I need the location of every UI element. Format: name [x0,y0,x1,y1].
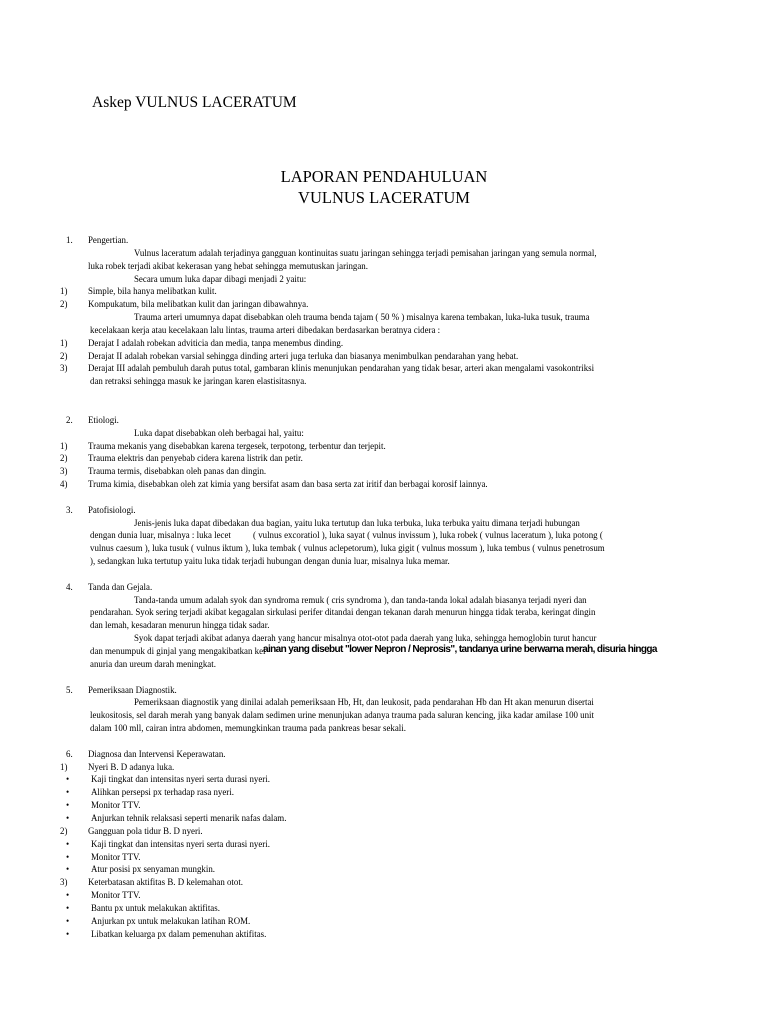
text: Kaji tingkat dan intensitas nyeri serta durasi nyeri. [91,774,270,785]
text: Nyeri B. D adanya luka. [88,761,175,772]
list-item [60,478,688,491]
item-number: 2) [60,825,68,836]
bullet-icon: • [66,864,70,875]
text: anuria dan ureum darah meningkat. [90,658,216,669]
item-number: 2) [60,453,68,464]
text: Monitor TTV. [91,851,141,862]
list-item [60,337,688,350]
bullet-item [66,786,688,799]
text: Alihkan persepsi px terhadap rasa nyeri. [91,787,234,798]
text: Kompukatum, bila melibatkan kulit dan jaringan dibawahnya. [88,299,309,310]
paragraph-line [66,273,688,286]
list-item [60,452,688,465]
spacer [66,671,688,684]
text: Tanda-tanda umum adalah syok dan syndroma remuk ( cris syndroma ), dan tanda-tanda lokal adalah biasanya terjadi nyeri dan [134,594,587,605]
list-item [60,440,688,453]
text: Keterbatasan aktifitas B. D kelemahan otot. [88,877,244,888]
text: dan menumpuk di ginjal yang mengakibatkan kel [90,646,266,656]
list-item [60,298,688,311]
heading-line-2: VULNUS LACERATUM [298,188,470,207]
text: kecelakaan kerja atau kecelakaan lalu lintas, trauma arteri dibedakan berdasarkan beratnya cidera : [90,324,441,335]
text: ), sedangkan luka tertutup yaitu luka tidak terjadi hubungan dengan dunia luar, misalnya luka memar. [90,556,450,567]
section-number: 1. [66,235,73,245]
bullet-item [66,812,688,825]
paragraph-line [66,606,688,619]
text: Bantu px untuk melakukan aktifitas. [91,902,220,913]
text: dengan dunia luar, misalnya : luka lecet ( vulnus excoratiol ), luka sayat ( vulnus invissum ), luka robek ( vulnus laceratum ), luka potong ( [90,530,603,541]
document-body [60,234,688,940]
text: Kaji tingkat dan intensitas nyeri serta durasi nyeri. [91,838,270,849]
section-title: Pengertian. [88,235,129,245]
bullet-item [66,799,688,812]
text: Libatkan keluarga px dalam pemenuhan aktifitas. [91,928,267,939]
list-item [60,465,688,478]
item-number: 3) [60,466,68,477]
item-number: 1) [60,440,68,451]
spacer [66,568,688,581]
section-4-heading [66,581,688,594]
spacer [66,491,688,504]
section-number: 3. [66,504,73,515]
text: dan lemah, kesadaran menurun hingga tidak sadar. [90,620,270,631]
text: Derajat III adalah pembuluh darah putus total, gambaran klinis menunjukan pendarahan yang tidak besar, arteri akan mengalami vasokontriksi [88,363,595,374]
section-number: 4. [66,581,73,592]
text: Simple, bila hanya melibatkan kulit. [88,286,217,297]
overlay-text: ainan yang disebut "lower Nepron / Neprosis", tandanya urine berwarna merah, disuria hingga [263,644,657,655]
bullet-item [66,838,688,851]
document-title: Askep VULNUS LACERATUM [92,94,297,111]
text: Trauma termis, disebabkan oleh panas dan dingin. [88,466,267,477]
text: Atur posisi px senyaman mungkin. [91,864,215,875]
paragraph-line [66,247,688,260]
paragraph-line [66,529,688,542]
text: Secara umum luka dapar dibagi menjadi 2 yaitu: [134,273,307,284]
paragraph-line [66,696,688,709]
item-number: 1) [60,337,68,348]
text: Monitor TTV. [91,800,141,811]
bullet-icon: • [66,915,70,926]
section-title: Patofisiologi. [88,504,136,515]
text: leukositosis, sel darah merah yang banyak dalam sedimen urine menunjukan adanya trauma pada saluran kencing, jika kadar amilase 100 unit [90,710,594,721]
diagnosis-item [60,876,688,889]
text: Gangguan pola tidur B. D nyeri. [88,825,203,836]
paragraph-line [66,658,688,671]
text: pendarahan. Syok sering terjadi akibat kegagalan sirkulasi perifer ditandai dengan tekanan darah menurun hingga tidak teraba, keringat dingin [90,607,596,618]
text: dalam 100 mll, cairan intra abdomen, memungkinkan trauma pada pankreas besar sekali. [90,723,406,734]
bullet-icon: • [66,851,70,862]
bullet-icon: • [66,787,70,798]
paragraph-line [66,324,688,337]
bullet-item [66,851,688,864]
section-3-heading [66,504,688,517]
spacer [66,401,688,414]
item-number: 3) [60,877,68,888]
text: Anjurkan px untuk melakukan latihan ROM. [91,915,251,926]
text: Anjurkan tehnik relaksasi seperti menarik nafas dalam. [91,812,287,823]
paragraph-line [66,311,688,324]
paragraph-line [66,709,688,722]
bullet-item [66,902,688,915]
text: Derajat II adalah robekan varsial sehingga dinding arteri juga terluka dan biasanya menimbulkan pendarahan yang hebat. [88,350,519,361]
text: Trauma elektris dan penyebab cidera karena listrik dan petir. [88,453,303,464]
bullet-item [66,889,688,902]
text: luka robek terjadi akibat kekerasan yang hebat sehingga memutuskan jaringan. [88,260,368,271]
bullet-icon: • [66,838,70,849]
bullet-icon: • [66,800,70,811]
bullet-icon: • [66,928,70,939]
paragraph-line [66,555,688,568]
paragraph-line [66,542,688,555]
paragraph-line [66,594,688,607]
bullet-icon: • [66,812,70,823]
text: Derajat I adalah robekan adviticia dan media, tanpa menembus dinding. [88,337,344,348]
bullet-item [66,928,688,941]
list-item [60,362,688,375]
paragraph-line [66,427,688,440]
list-item [60,285,688,298]
text: Vulnus laceratum adalah terjadinya gangguan kontinuitas suatu jaringan sehingga terjadi pemisahan jaringan yang semula normal, [134,247,597,258]
paragraph-line [66,375,688,388]
spacer [66,735,688,748]
text: dan retraksi sehingga masuk ke jaringan karen elastisitasnya. [90,376,307,387]
text: Jenis-jenis luka dapat dibedakan dua bagian, yaitu luka tertutup dan luka terbuka, luka terbuka yaitu dimana terjadi hubungan [134,517,580,528]
bullet-icon: • [66,902,70,913]
item-number: 3) [60,363,68,374]
paragraph-line [66,645,688,658]
item-number: 1) [60,286,68,297]
text: Trauma arteri umumnya dapat disebabkan oleh trauma benda tajam ( 50 % ) misalnya karena tembakan, luka-luka tusuk, trauma [134,312,590,323]
bullet-icon: • [66,774,70,785]
section-title: Diagnosa dan Intervensi Keperawatan. [88,748,226,759]
section-5-heading [66,684,688,697]
text: Pemeriksaan diagnostik yang dinilai adalah pemeriksaan Hb, Ht, dan leukosit, pada pendarahan Hb dan Ht akan menurun disertai [134,697,594,708]
bullet-icon: • [66,890,70,901]
text: vulnus caesum ), luka tusuk ( vulnus iktum ), luka tembak ( vulnus aclepetorum), luka gigit ( vulnus mossum ), luka tembus ( vulnus penetrosum [90,543,605,554]
section-title: Pemeriksaan Diagnostik. [88,684,177,695]
section-number: 5. [66,684,73,695]
paragraph-line [66,517,688,530]
section-2-heading [66,414,688,427]
paragraph-line [66,260,688,273]
section-1-heading [66,234,688,247]
section-title: Etiologi. [88,414,119,425]
section-title: Tanda dan Gejala. [88,581,153,592]
paragraph-line [66,619,688,632]
section-number: 6. [66,748,73,759]
item-number: 2) [60,350,68,361]
text: Luka dapat disebabkan oleh berbagai hal, yaitu: [134,427,304,438]
item-number: 1) [60,761,68,772]
text: Trauma mekanis yang disebabkan karena tergesek, terpotong, terbentur dan terjepit. [88,440,386,451]
text: Monitor TTV. [91,890,141,901]
diagnosis-item [60,761,688,774]
diagnosis-item [60,825,688,838]
bullet-item [66,915,688,928]
section-6-heading [66,748,688,761]
text: Syok dapat terjadi akibat adanya daerah yang hancur misalnya otot-otot pada daerah yang luka, sehingga hemoglobin turut hancur [134,633,597,644]
bullet-item [66,863,688,876]
spacer [66,388,688,401]
bullet-item [66,773,688,786]
heading-line-1: LAPORAN PENDAHULUAN [280,167,488,186]
paragraph-line [66,722,688,735]
item-number: 4) [60,479,68,490]
item-number: 2) [60,299,68,310]
section-number: 2. [66,414,73,425]
list-item [60,350,688,363]
text: Truma kimia, disebabkan oleh zat kimia yang bersifat asam dan basa serta zat iritif dan berbagai korosif lainnya. [88,479,488,490]
